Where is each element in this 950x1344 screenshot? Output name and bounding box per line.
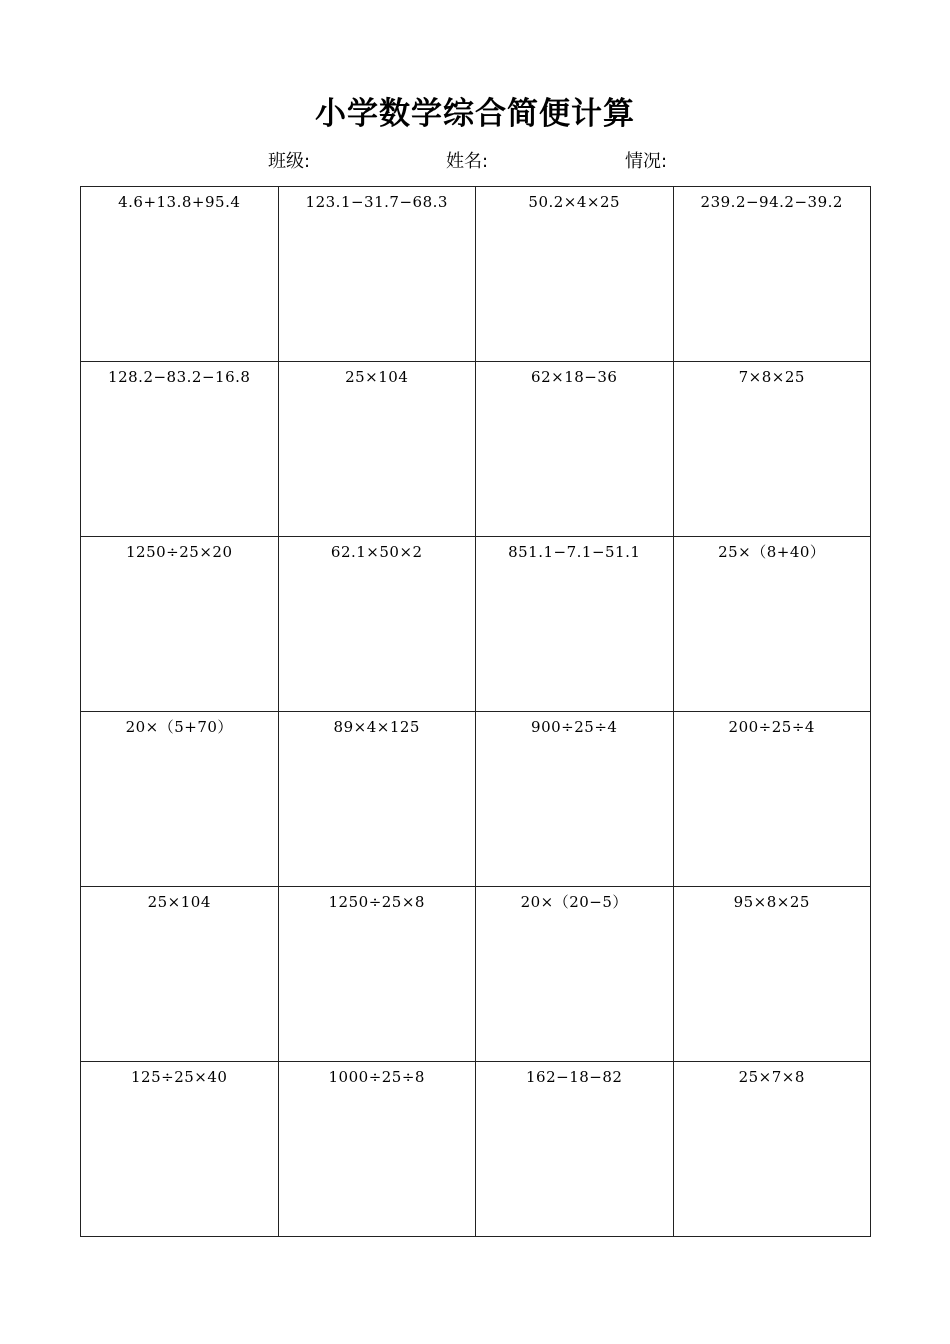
name-label: 姓名: [446, 151, 489, 172]
problem-text: 162−18−82 [526, 1068, 623, 1086]
problem-cell [279, 712, 477, 887]
problem-text: 200÷25÷4 [728, 718, 815, 736]
problem-cell [476, 712, 674, 887]
problem-cell [476, 187, 674, 362]
problem-cell [674, 1062, 872, 1237]
problem-text: 123.1−31.7−68.3 [305, 193, 448, 211]
problem-text: 1250÷25×8 [328, 893, 425, 911]
problem-cell [279, 537, 477, 712]
problem-cell [674, 712, 872, 887]
problem-text: 25×104 [147, 893, 211, 911]
problem-cell [476, 1062, 674, 1237]
problem-text: 20×（5+70） [125, 718, 233, 736]
worksheet-title: 小学数学综合简便计算 [315, 96, 635, 132]
problem-text: 7×8×25 [738, 368, 805, 386]
problem-cell [476, 362, 674, 537]
problem-cell [279, 1062, 477, 1237]
problem-text: 25×7×8 [738, 1068, 805, 1086]
problem-cell [674, 187, 872, 362]
problem-cell [81, 187, 279, 362]
problem-cell [476, 537, 674, 712]
problem-text: 95×8×25 [733, 893, 810, 911]
problem-text: 239.2−94.2−39.2 [700, 193, 843, 211]
problem-grid [80, 186, 871, 1237]
problem-cell [81, 362, 279, 537]
problem-cell [81, 887, 279, 1062]
problem-cell [279, 887, 477, 1062]
problem-cell [279, 187, 477, 362]
class-label: 班级: [268, 151, 311, 172]
problem-text: 1000÷25÷8 [328, 1068, 425, 1086]
status-label: 情况: [625, 151, 668, 172]
problem-text: 125÷25×40 [131, 1068, 228, 1086]
problem-cell [81, 537, 279, 712]
problem-text: 128.2−83.2−16.8 [108, 368, 251, 386]
problem-text: 25×104 [345, 368, 409, 386]
problem-cell [674, 362, 872, 537]
problem-text: 89×4×125 [333, 718, 420, 736]
problem-cell [81, 712, 279, 887]
problem-text: 62.1×50×2 [330, 543, 423, 561]
problem-text: 4.6+13.8+95.4 [118, 193, 241, 211]
problem-cell [476, 887, 674, 1062]
problem-text: 900÷25÷4 [531, 718, 618, 736]
problem-text: 62×18−36 [531, 368, 618, 386]
problem-cell [279, 362, 477, 537]
problem-cell [674, 887, 872, 1062]
problem-text: 1250÷25×20 [126, 543, 233, 561]
problem-text: 851.1−7.1−51.1 [508, 543, 641, 561]
problem-cell [81, 1062, 279, 1237]
problem-cell [674, 537, 872, 712]
problem-text: 50.2×4×25 [528, 193, 621, 211]
problem-text: 20×（20−5） [520, 893, 628, 911]
problem-text: 25×（8+40） [718, 543, 826, 561]
